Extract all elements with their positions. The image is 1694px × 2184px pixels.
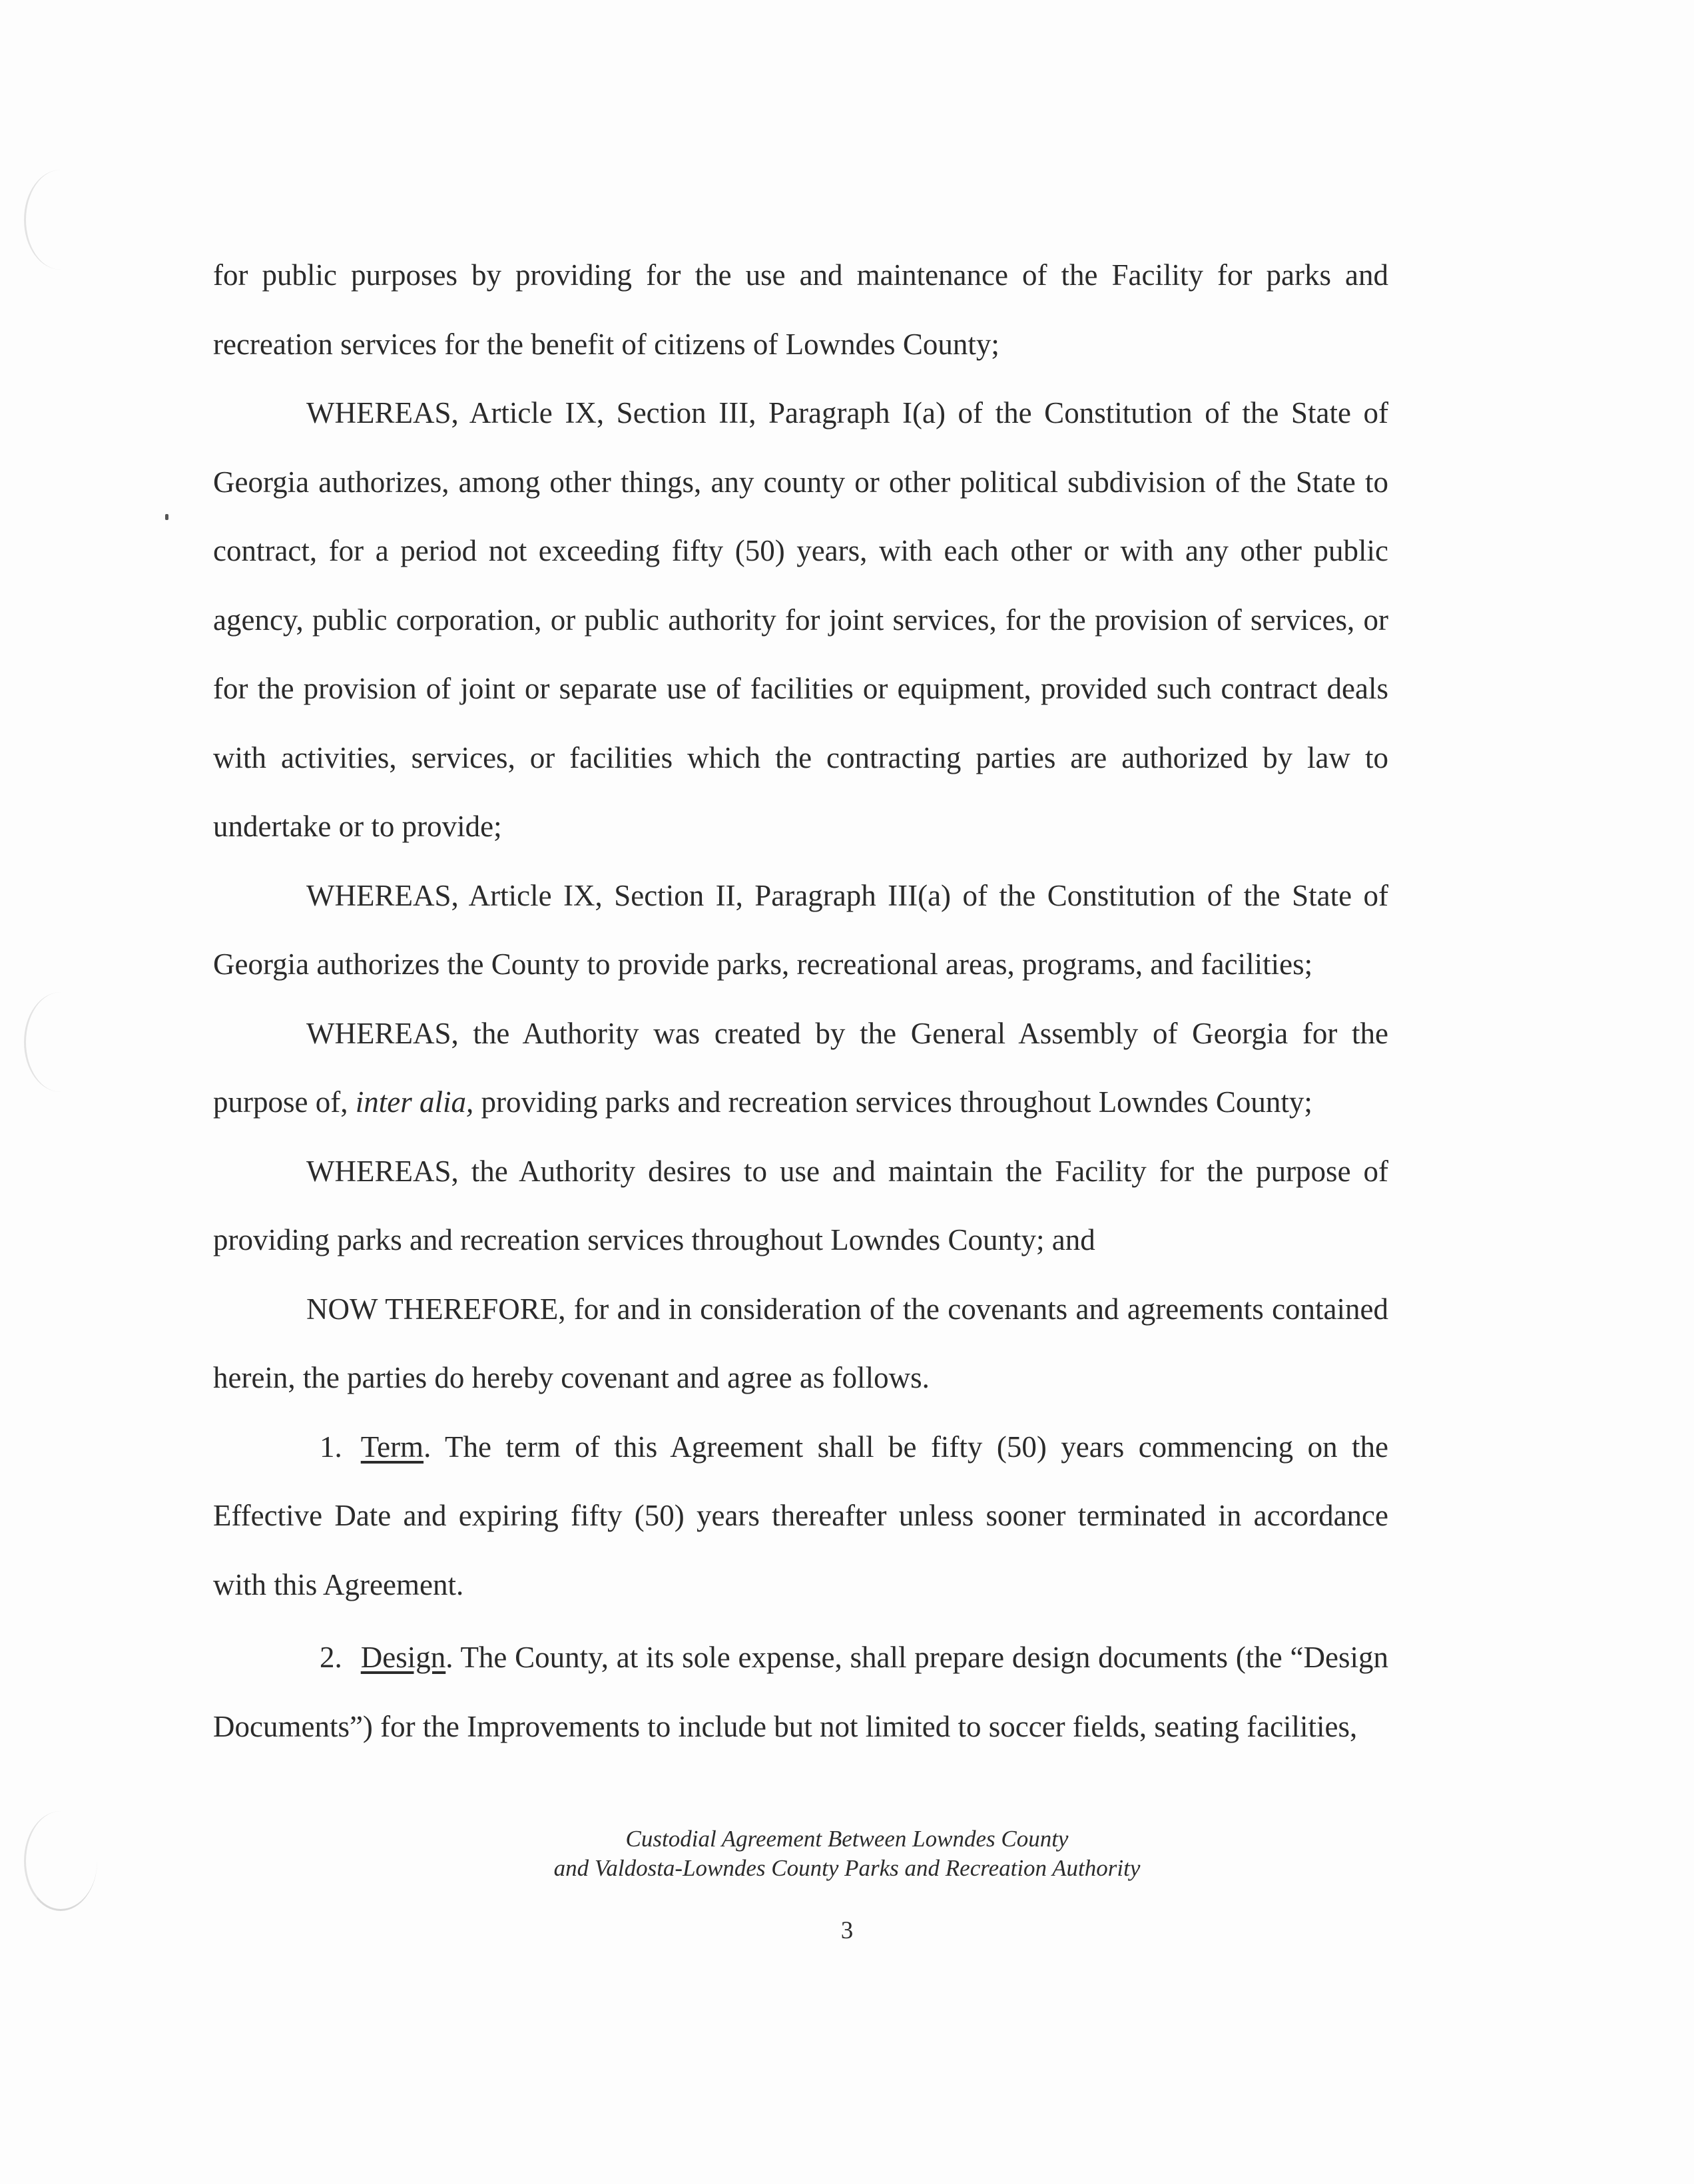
footer-title-line1: Custodial Agreement Between Lowndes County xyxy=(625,1826,1069,1852)
section-heading: Term xyxy=(360,1430,424,1464)
footer-title-line2: and Valdosta-Lowndes County Parks and Recreation Authority xyxy=(553,1855,1141,1881)
agreement-body xyxy=(213,241,1388,1761)
section-text: . The term of this Agreement shall be fifty (50) years commencing on the Effective Date and expiring fifty (50) years thereafter unless sooner terminated in accordance with this Agreement. xyxy=(213,1430,1388,1601)
paragraph-text: WHEREAS, the Authority was created by the General Assembly of Georgia for the purpose of, xyxy=(213,1016,1388,1119)
section-term xyxy=(213,1413,1388,1620)
whereas-authority-created xyxy=(213,999,1388,1137)
whereas-constitution-joint-services: WHEREAS, Article IX, Section III, Paragraph I(a) of the Constitution of the State of Georgia authorizes, among other things, any county or other political subdivision of the State to contract, for a period not exceeding fifty (50) years, with each other or with any other public agency, public corporation, or public authority for joint services, for the provision of services, or for the provision of joint or separate use of facilities or equipment, provided such contract deals with activities, services, or facilities which the contracting parties are authorized by law to undertake or to provide; xyxy=(213,396,1388,843)
whereas-constitution-parks: WHEREAS, Article IX, Section II, Paragraph III(a) of the Constitution of the State of Georgia authorizes the County to provide parks, recreational areas, programs, and facilities; xyxy=(213,878,1388,981)
latin-phrase: inter alia, xyxy=(355,1085,474,1119)
section-text: . The County, at its sole expense, shall prepare design documents (the “Design Documents”) for the Improvements to include but not limited to soccer fields, seating facilities, xyxy=(213,1641,1388,1743)
section-number: 2. xyxy=(320,1641,342,1674)
paragraph-text: providing parks and recreation services throughout Lowndes County; xyxy=(473,1085,1312,1119)
section-number: 1. xyxy=(320,1430,342,1464)
punch-hole-shadow xyxy=(24,170,97,270)
page-number: 3 xyxy=(840,1917,854,1944)
section-design xyxy=(213,1623,1388,1761)
section-heading: Design xyxy=(360,1641,446,1674)
punch-hole-shadow xyxy=(24,992,97,1092)
scan-speck xyxy=(165,514,168,520)
paragraph-continuation: for public purposes by providing for the use and maintenance of the Facility for parks and recreation services for the benefit of citizens of Lowndes County; xyxy=(213,258,1388,361)
whereas-authority-desires: WHEREAS, the Authority desires to use and maintain the Facility for the purpose of providing parks and recreation services throughout Lowndes County; and xyxy=(213,1154,1388,1256)
now-therefore-clause: NOW THEREFORE, for and in consideration of the covenants and agreements contained herein, the parties do hereby covenant and agree as follows. xyxy=(213,1292,1388,1394)
